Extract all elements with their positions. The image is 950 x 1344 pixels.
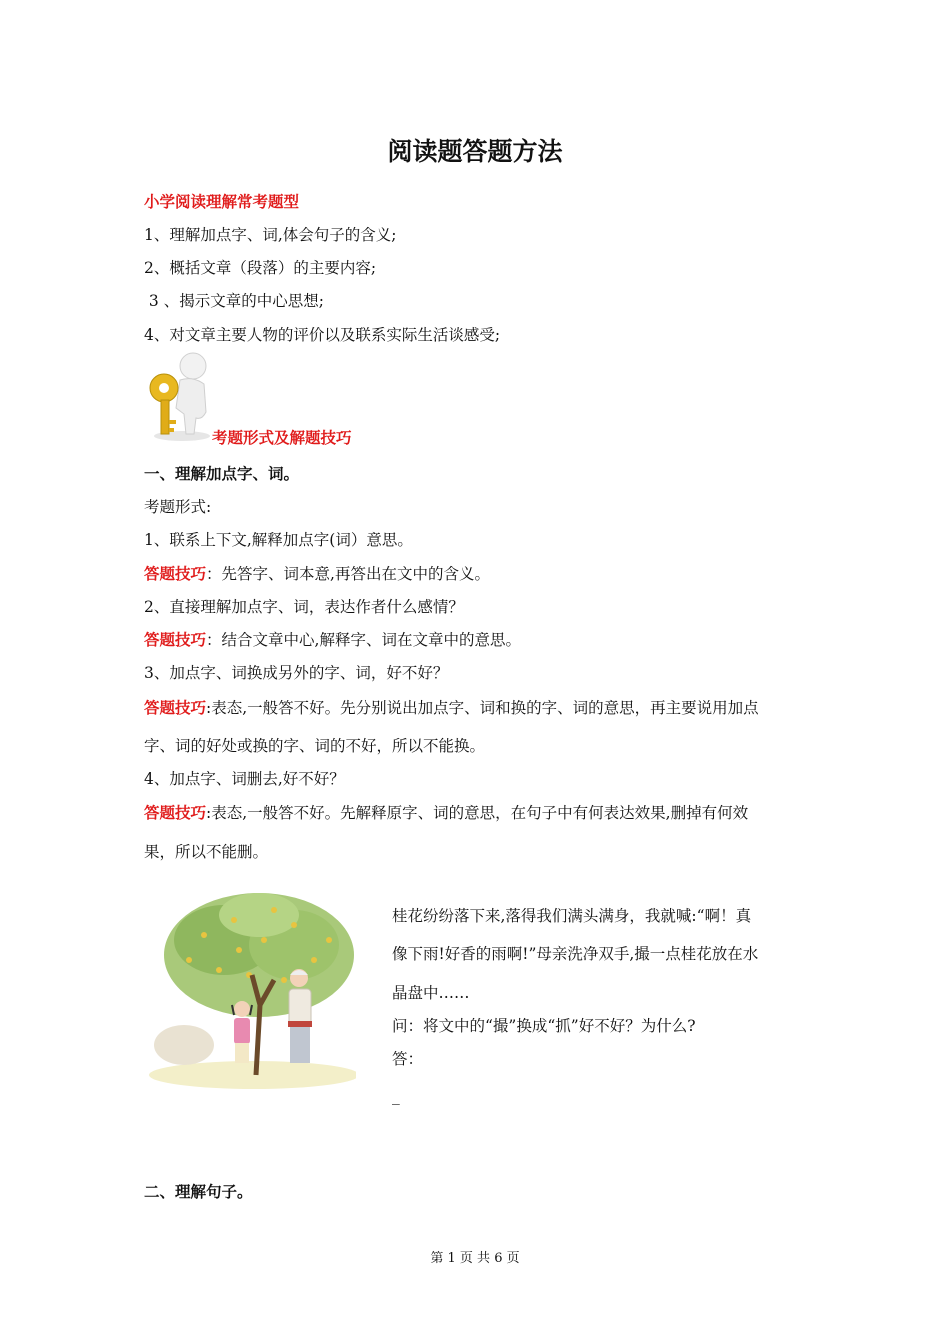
- passage-line: 像下雨!好香的雨啊!”母亲洗净双手,撮一点桂花放在水: [392, 945, 759, 963]
- form-label: 考题形式:: [144, 498, 212, 516]
- question-4: 4、加点字、词删去,好不好？: [144, 770, 345, 788]
- tip-label: 答题技巧: [144, 631, 207, 649]
- osmanthus-tree-illustration: [144, 885, 356, 1090]
- list-item: 1、理解加点字、词,体会句子的含义;: [144, 226, 397, 244]
- tip-4: 答题技巧:表态,一般答不好。先解释原字、词的意思，在句子中有何表达效果,删掉有何效: [144, 804, 749, 822]
- key-figure-illustration: [146, 350, 216, 442]
- answer-label: 答：: [392, 1050, 424, 1068]
- tip-label: 答题技巧: [144, 699, 207, 717]
- tip-3-continued: 字、词的好处或换的字、词的不好，所以不能换。: [144, 737, 486, 755]
- question-3: 3、加点字、词换成另外的字、词，好不好？: [144, 664, 449, 682]
- passage-line: 晶盘中……: [392, 984, 470, 1002]
- tip-label: 答题技巧: [144, 565, 207, 583]
- question-2: 2、直接理解加点字、词，表达作者什么感情？: [144, 598, 464, 616]
- answer-blank: _: [392, 1087, 400, 1105]
- part-heading-words: 一、理解加点字、词。: [144, 465, 300, 483]
- tip-2: 答题技巧：结合文章中心,解释字、词在文章中的意思。: [144, 631, 521, 649]
- tip-3: 答题技巧:表态,一般答不好。先分别说出加点字、词和换的字、词的意思，再主要说用加点: [144, 699, 759, 717]
- passage-line: 桂花纷纷落下来,落得我们满头满身，我就喊:“啊！真: [392, 907, 752, 925]
- part-heading-sentences: 二、理解句子。: [144, 1183, 253, 1201]
- example-question: 问：将文中的“撮”换成“抓”好不好？为什么?: [392, 1017, 696, 1035]
- tip-4-continued: 果，所以不能删。: [144, 843, 269, 861]
- section-heading-techniques: 考题形式及解题技巧: [212, 429, 352, 447]
- tip-1: 答题技巧：先答字、词本意,再答出在文中的含义。: [144, 565, 490, 583]
- list-item: 3 、揭示文章的中心思想;: [144, 292, 324, 310]
- question-1: 1、联系上下文,解释加点字(词）意思。: [144, 531, 413, 549]
- list-item: 2、概括文章（段落）的主要内容;: [144, 259, 377, 277]
- page-title: 阅读题答题方法: [387, 137, 563, 166]
- page-number: 第 1 页 共 6 页: [430, 1251, 520, 1266]
- tip-label: 答题技巧: [144, 804, 207, 822]
- section-heading-question-types: 小学阅读理解常考题型: [144, 193, 300, 211]
- list-item: 4、对文章主要人物的评价以及联系实际生活谈感受;: [144, 326, 501, 344]
